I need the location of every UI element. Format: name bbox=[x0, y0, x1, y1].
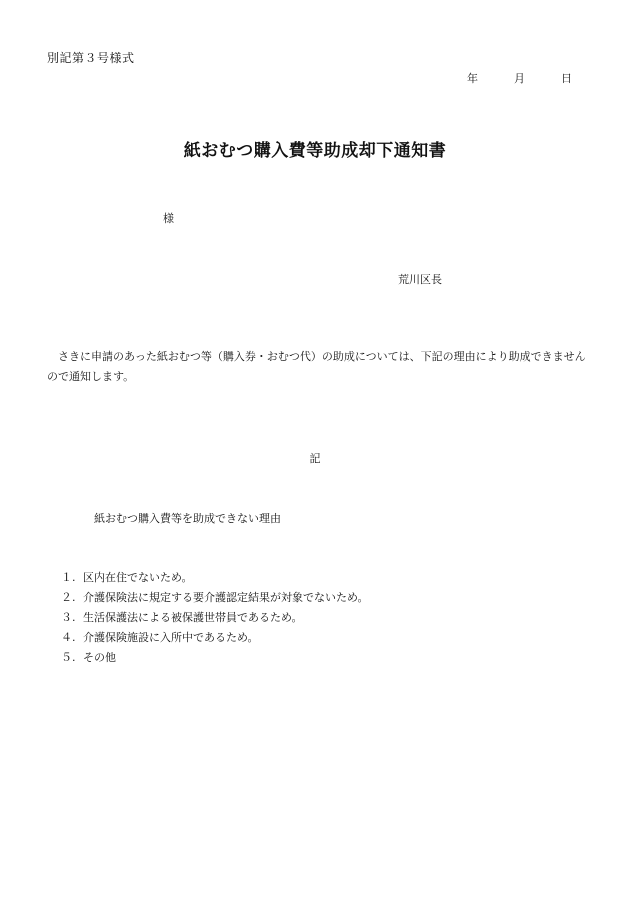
date-day-label: 日 bbox=[561, 72, 572, 85]
reason-text: 生活保護法による被保護世帯員であるため。 bbox=[83, 611, 303, 624]
issuer-name: 荒川区長 bbox=[398, 273, 442, 286]
reason-item bbox=[61, 590, 369, 610]
reason-item bbox=[61, 650, 369, 670]
reason-list bbox=[61, 570, 369, 670]
reason-number: １. bbox=[61, 571, 76, 584]
reason-number: ２. bbox=[61, 591, 76, 604]
reason-number: ３. bbox=[61, 611, 76, 624]
reason-text: 介護保険法に規定する要介護認定結果が対象でないため。 bbox=[83, 591, 369, 604]
reason-number: ４. bbox=[61, 631, 76, 644]
reason-item bbox=[61, 570, 369, 590]
recipient-suffix: 様 bbox=[163, 212, 174, 225]
notice-body-text: さきに申請のあった紙おむつ等（購入券・おむつ代）の助成については、下記の理由により助成できませんので通知します。 bbox=[47, 350, 586, 383]
date-year-label: 年 bbox=[467, 72, 478, 85]
reason-text: 介護保険施設に入所中であるため。 bbox=[83, 631, 259, 644]
reason-text: 区内在住でないため。 bbox=[83, 571, 193, 584]
reason-item bbox=[61, 630, 369, 650]
date-line bbox=[467, 70, 572, 86]
reason-number: ５. bbox=[61, 651, 76, 664]
reason-item bbox=[61, 610, 369, 630]
reason-heading: 紙おむつ購入費等を助成できない理由 bbox=[94, 512, 281, 525]
ki-label: 記 bbox=[309, 452, 321, 465]
form-number: 別記第３号様式 bbox=[47, 51, 135, 65]
date-month-label: 月 bbox=[514, 72, 525, 85]
reason-text: その他 bbox=[83, 651, 116, 664]
document-title: 紙おむつ購入費等助成却下通知書 bbox=[183, 141, 447, 161]
